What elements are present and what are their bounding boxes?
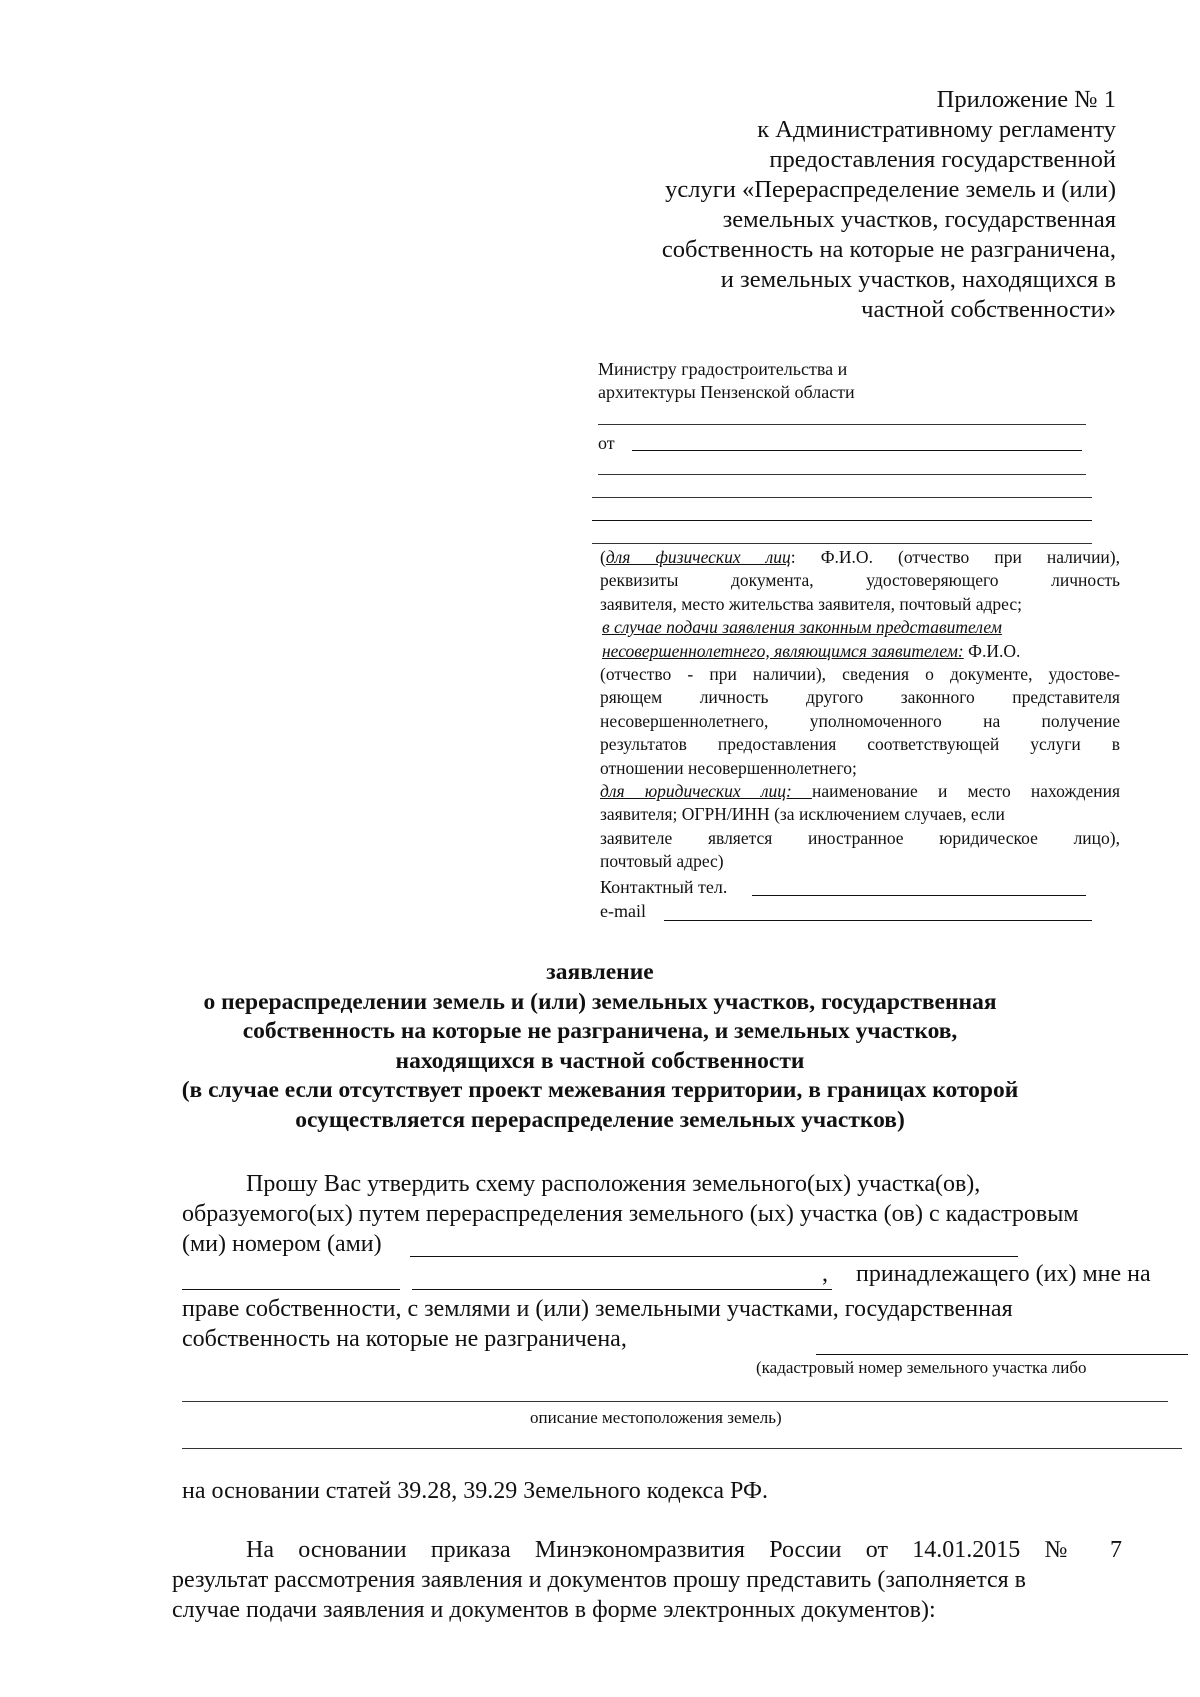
note-line: отношении несовершеннолетнего; — [600, 757, 857, 778]
phys-label: для физических лиц — [605, 547, 791, 567]
legal-label: для юридических лиц: — [600, 781, 812, 802]
title-line: (в случае если отсутствует проект межевания территории, в границах которой — [181, 1077, 1019, 1103]
legal-basis: на основании статей 39.28, 39.29 Земельного кодекса РФ. — [182, 1478, 768, 1504]
title-line: о перераспределении земель и (или) земельных участков, государственная — [203, 988, 997, 1015]
rep-label-2: несовершеннолетнего, являющимся заявителем: — [602, 640, 964, 661]
rep-label: в случае подачи заявления законным представителем — [602, 617, 1002, 638]
annex-line: собственность на которые не разграничена, — [661, 236, 1116, 263]
note-line: заявителя; ОГРН/ИНН (за исключением случаев, если — [600, 804, 1005, 825]
note-line: заявителе является иностранное юридическое лицо), — [600, 827, 1120, 848]
request-line-3: (ми) номером (ами) — [182, 1231, 382, 1257]
note-line: (отчество - при наличии), сведения о документе, удостове- — [600, 664, 1120, 685]
annex-line: земельных участков, государственная — [722, 206, 1116, 233]
annex-line: Приложение № 1 — [936, 86, 1116, 113]
comma: , — [822, 1261, 828, 1287]
note-line: реквизиты документа, удостоверяющего личность — [600, 570, 1120, 591]
annex-line: частной собственности» — [861, 296, 1116, 323]
request-line-2: образуемого(ых) путем перераспределения земельного (ых) участка (ов) с кадастровым — [182, 1201, 1079, 1227]
request-line-5: праве собственности, с землями и (или) земельными участками, государственная — [182, 1296, 1013, 1322]
hint-location: описание местоположения земель) — [530, 1408, 782, 1427]
applicant-blank-line-4[interactable] — [592, 520, 1092, 521]
title-line: находящихся в частной собственности — [395, 1047, 805, 1074]
result-line-3: случае подачи заявления и документов в форме электронных документов): — [172, 1597, 936, 1623]
cadastral-number-line-3[interactable] — [412, 1289, 832, 1290]
request-line-1: Прошу Вас утвердить схему расположения земельного(ых) участка(ов), — [246, 1171, 981, 1197]
lands-description-line-3[interactable] — [182, 1448, 1182, 1449]
phone-input-line[interactable] — [752, 895, 1086, 896]
applicant-blank-line[interactable] — [632, 450, 1082, 451]
applicant-blank-line-5[interactable] — [592, 543, 1092, 544]
hint-cadastral: (кадастровый номер земельного участка либо — [756, 1358, 1087, 1377]
note-line: результатов предоставления соответствующей услуги в — [600, 734, 1120, 755]
email-input-line[interactable] — [664, 920, 1092, 921]
from-label: от — [598, 433, 615, 453]
phone-label: Контактный тел. — [600, 877, 728, 897]
cadastral-number-line-2[interactable] — [182, 1289, 400, 1290]
request-line-4-tail: принадлежащего (их) мне на — [856, 1261, 1151, 1287]
note-line: (для физических лиц: Ф.И.О. (отчество при наличии), — [600, 547, 1121, 567]
applicant-blank-line-3[interactable] — [592, 497, 1092, 498]
result-line-2: результат рассмотрения заявления и документов прошу представить (заполняется в — [172, 1567, 1027, 1593]
note-line — [600, 616, 1120, 639]
note-line: почтовый адрес) — [600, 851, 724, 872]
result-line-1: На основании приказа Минэкономразвития России от 14.01.2015 № 7 — [246, 1537, 1122, 1563]
annex-line: услуги «Перераспределение земель и (или) — [665, 176, 1116, 203]
annex-line: и земельных участков, находящихся в — [720, 266, 1116, 293]
title-line: осуществляется перераспределение земельных участков) — [295, 1106, 905, 1133]
addressee-line-2: архитектуры Пензенской области — [598, 382, 855, 402]
applicant-blank-line-2[interactable] — [598, 474, 1086, 475]
note-line: несовершеннолетнего, являющимся заявителем: Ф.И.О. — [602, 640, 1021, 661]
addressee-line-1: Министру градостроительства и — [598, 359, 848, 379]
addressee-blank-line[interactable] — [598, 424, 1086, 425]
applicant-note — [600, 546, 1120, 874]
note-line: несовершеннолетнего, уполномоченного на получение — [600, 710, 1120, 731]
annex-header — [556, 85, 1116, 325]
email-label: e-mail — [600, 901, 646, 921]
note-line: ряющем личность другого законного представителя — [600, 687, 1120, 708]
application-title — [150, 958, 1050, 1135]
note-line: для юридических лиц: наименование и место нахождения — [600, 781, 1120, 802]
title-line: заявление — [546, 959, 654, 985]
note-line: заявителя, место жительства заявителя, почтовый адрес; — [600, 593, 1023, 614]
lands-description-line[interactable] — [816, 1354, 1188, 1355]
title-line: собственность на которые не разграничена, и земельных участков, — [242, 1018, 958, 1044]
lands-description-line-2[interactable] — [182, 1401, 1168, 1402]
annex-line: к Административному регламенту — [757, 116, 1116, 143]
cadastral-number-line[interactable] — [410, 1256, 1018, 1257]
request-line-6: собственность на которые не разграничена, — [182, 1326, 627, 1352]
annex-line: предоставления государственной — [769, 146, 1116, 173]
